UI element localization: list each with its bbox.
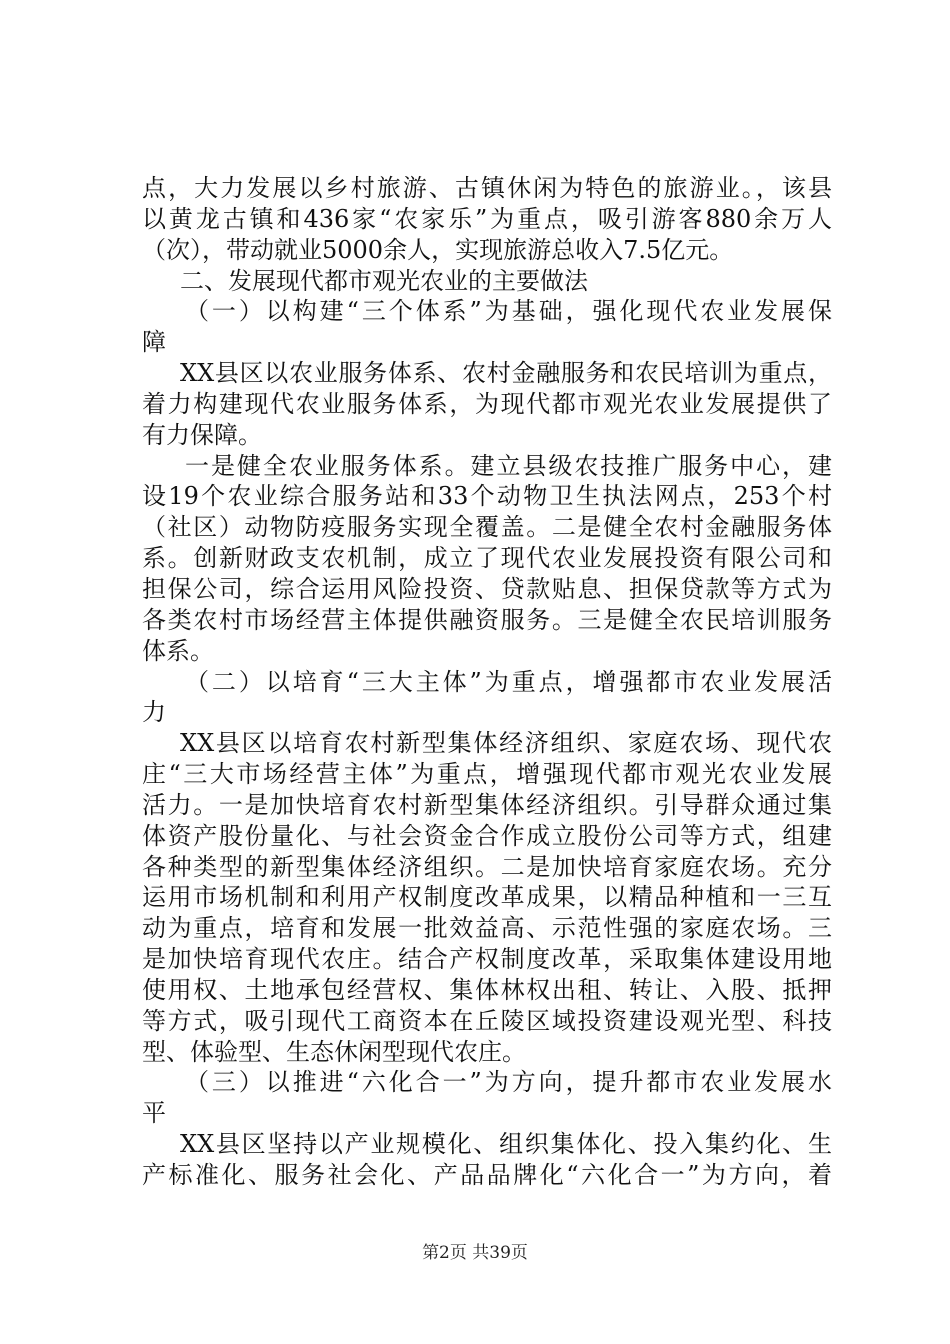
text-line: 运用市场机制和利用产权制度改革成果，以精品种植和一三互 [142, 883, 832, 911]
page-footer: 第2页 共39页 [422, 1243, 528, 1263]
text-line: 各种类型的新型集体经济组织。二是加快培育家庭农场。充分 [142, 853, 832, 881]
text-line: 担保公司，综合运用风险投资、贷款贴息、担保贷款等方式为 [142, 575, 832, 603]
text-line: （次），带动就业5000余人，实现旅游总收入7.5亿元。 [142, 236, 734, 264]
text-line: XX县区以农业服务体系、农村金融服务和农民培训为重点， [180, 359, 832, 387]
section-heading: 二、发展现代都市观光农业的主要做法 [180, 267, 588, 295]
text-line: 产标准化、服务社会化、产品品牌化“六化合一”为方向，着 [142, 1161, 832, 1189]
text-line: （社区）动物防疫服务实现全覆盖。二是健全农村金融服务体 [142, 513, 832, 541]
text-line: 体资产股份量化、与社会资金合作成立股份公司等方式，组建 [142, 822, 832, 850]
text-line: XX县区以培育农村新型集体经济组织、家庭农场、现代农 [180, 729, 832, 757]
text-line: 使用权、土地承包经营权、集体林权出租、转让、入股、抵押 [142, 976, 832, 1004]
subsection-heading: （一）以构建“三个体系”为基础，强化现代农业发展保 [185, 297, 832, 325]
text-line: 庄“三大市场经营主体”为重点，增强现代都市观光农业发展 [142, 760, 832, 788]
text-line: 以黄龙古镇和436家“农家乐”为重点，吸引游客880余万人 [142, 205, 832, 233]
text-line: 是加快培育现代农庄。结合产权制度改革，采取集体建设用地 [142, 945, 832, 973]
text-line: 各类农村市场经营主体提供融资服务。三是健全农民培训服务 [142, 606, 832, 634]
text-line: 平 [142, 1099, 166, 1127]
text-line: 活力。一是加快培育农村新型集体经济组织。引导群众通过集 [142, 791, 832, 819]
text-line: 动为重点，培育和发展一批效益高、示范性强的家庭农场。三 [142, 914, 832, 942]
text-line: 着力构建现代农业服务体系，为现代都市观光农业发展提供了 [142, 390, 832, 418]
text-line: 点，大力发展以乡村旅游、古镇休闲为特色的旅游业。，该县 [142, 174, 832, 202]
text-line: XX县区坚持以产业规模化、组织集体化、投入集约化、生 [180, 1130, 832, 1158]
text-line: 有力保障。 [142, 421, 262, 449]
subsection-heading: 一是健全农业服务体系。建立县级农技推广服务中心，建 [185, 452, 832, 480]
text-line: 型、体验型、生态休闲型现代农庄。 [142, 1038, 526, 1066]
text-line: 等方式，吸引现代工商资本在丘陵区域投资建设观光型、科技 [142, 1007, 832, 1035]
text-line: 力 [142, 698, 166, 726]
text-line: 障 [142, 328, 166, 356]
subsection-heading: （二）以培育“三大主体”为重点，增强都市农业发展活 [185, 668, 832, 696]
subsection-heading: （三）以推进“六化合一”为方向，提升都市农业发展水 [185, 1068, 832, 1096]
text-line: 设19个农业综合服务站和33个动物卫生执法网点，253个村 [142, 482, 832, 510]
text-line: 体系。 [142, 637, 214, 665]
text-line: 系。创新财政支农机制，成立了现代农业发展投资有限公司和 [142, 544, 832, 572]
